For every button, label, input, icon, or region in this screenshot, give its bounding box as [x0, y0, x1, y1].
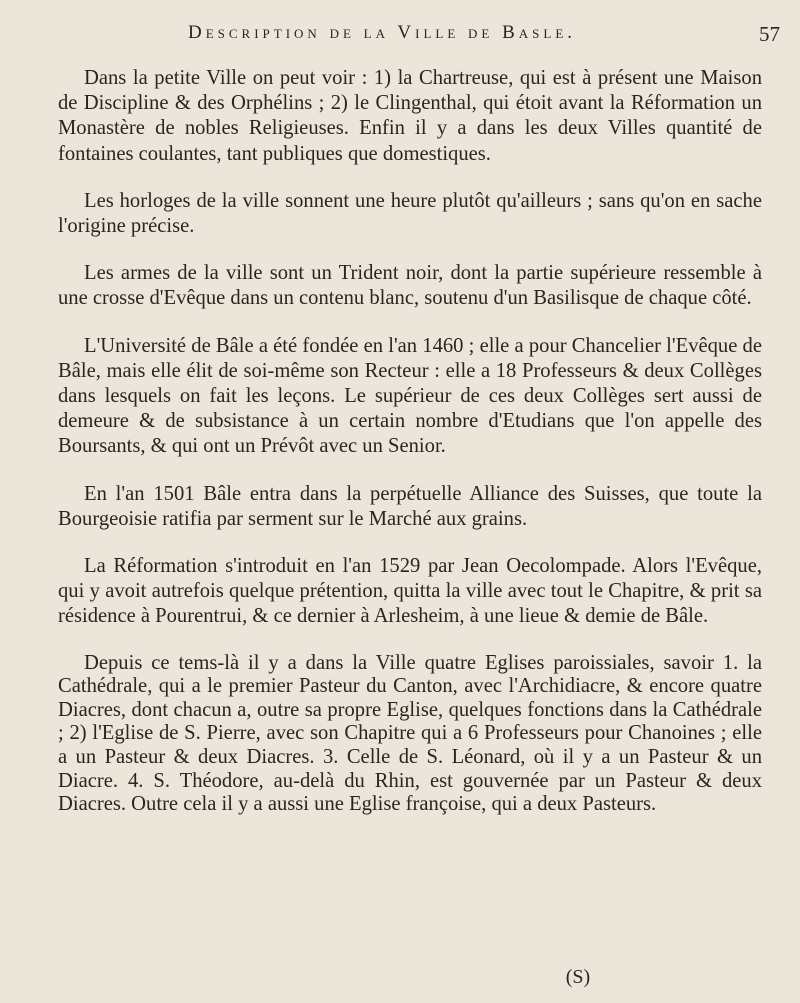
body-text — [58, 66, 762, 817]
paragraph-chartreuse: Dans la petite Ville on peut voir : 1) la Chartreuse, qui est à présent une Maison de Discipline & des Orphélins ; 2) le Clingenthal, qui étoit avant la Réformation un Monastère de nobles Religieuses. Enfin il y a dans les deux Villes quantité de fontaines coulantes, tant publiques que domestiques. — [58, 67, 762, 165]
paragraph-alliance: En l'an 1501 Bâle entra dans la perpétuelle Alliance des Suisses, que toute la Bourgeoisie ratifia par serment sur le Marché aux grains. — [58, 482, 762, 530]
running-title: Description de la Ville de Basle. — [187, 22, 577, 43]
running-head — [40, 22, 780, 50]
catchword: (S) — [565, 966, 591, 988]
paragraph-eglises: Depuis ce tems-là il y a dans la Ville quatre Eglises paroissiales, savoir 1. la Cathédrale, qui a le premier Pasteur du Canton, avec l'Archidiacre, & encore quatre Diacres, dont chacun a, outre sa propre Eglise, quelques fonctions dans la Cathédrale ; 2) l'Eglise de S. Pierre, avec son Chapitre qui a 6 Professeurs pour Chanoines ; elle a un Pasteur & deux Diacres. 3. Celle de S. Léonard, où il y a un Pasteur & un Diacre. 4. S. Théodore, au-delà du Rhin, est gouvernée par un Pasteur & deux Diacres. Outre cela il y a aussi une Eglise françoise, qui a deux Pasteurs. — [58, 651, 762, 816]
page-number: 57 — [759, 22, 780, 46]
paragraph-armes: Les armes de la ville sont un Trident noir, dont la partie supérieure ressemble à une crosse d'Evêque dans un contenu blanc, soutenu d'un Basilisque de chaque côté. — [58, 262, 762, 310]
paragraph-horloges: Les horloges de la ville sonnent une heure plutôt qu'ailleurs ; sans qu'on en sache l'origine précise. — [58, 189, 762, 238]
paragraph-universite: L'Université de Bâle a été fondée en l'an 1460 ; elle a pour Chancelier l'Evêque de Bâle, mais elle élit de soi-même son Recteur : elle a 18 Professeurs & deux Collèges dans lesquels on fait les leçons. Le supérieur de ces deux Collèges sert aussi de demeure & de subsistance à un certain nombre d'Etudians que l'on appelle des Boursants, & qui ont un Prévôt avec un Senior. — [58, 334, 762, 458]
paragraph-reformation: La Réformation s'introduit en l'an 1529 par Jean Oecolompade. Alors l'Evêque, qui y avoit autrefois quelque prétention, quitta la ville avec tout le Chapitre, & prit sa résidence à Pourentrui, & ce dernier à Arlesheim, à une lieue & demie de Bâle. — [58, 555, 762, 628]
